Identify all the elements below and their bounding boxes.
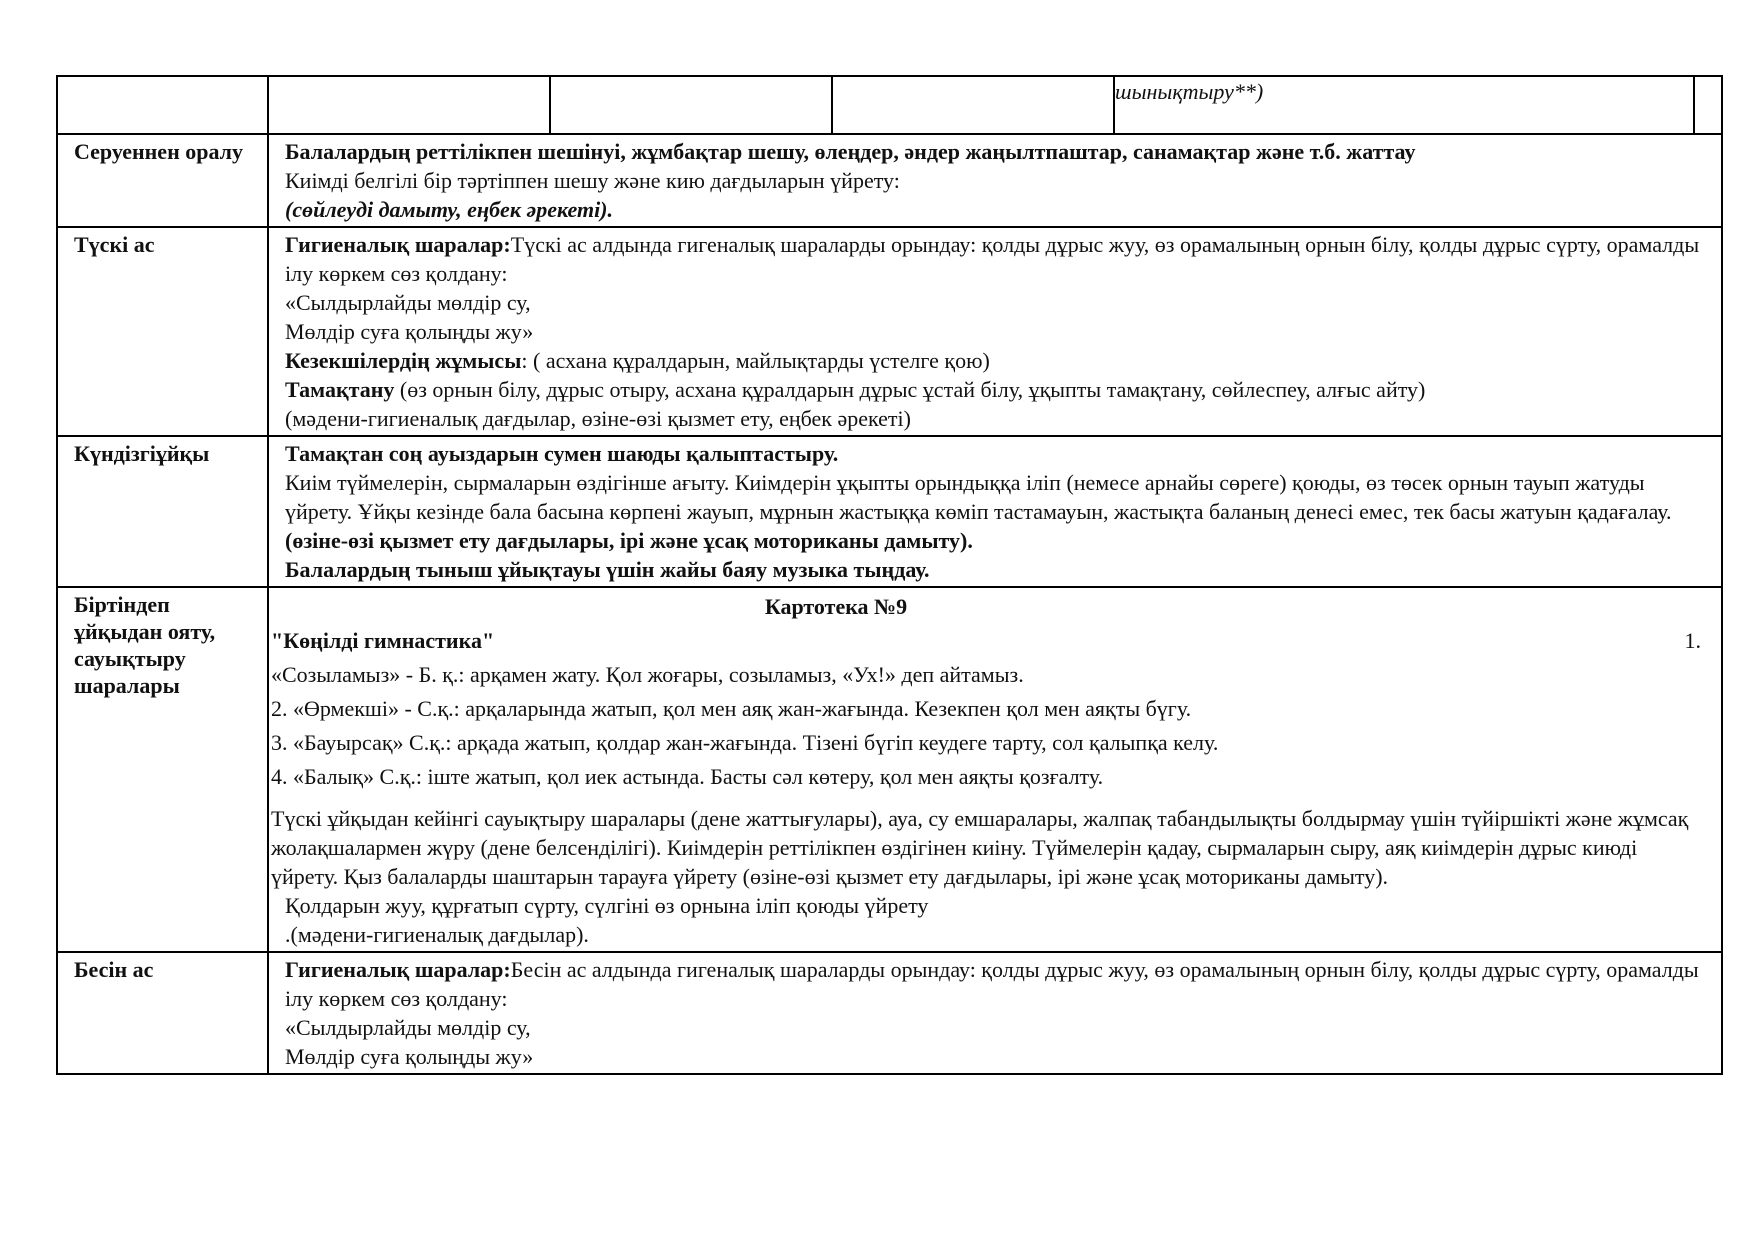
subcell-1 [269, 77, 551, 133]
row-label: Бесін ас [57, 952, 268, 1074]
row-content: Гигиеналық шаралар:Бесін ас алдында гигеналық шараларды орындау: қолды дұрыс жуу, өз орамалының орнын білу, қолды дұрыс сүрту, орамалды ілу көркем сөз қолдану: «Сылдырлайды мөлдір су, Мөлдір суға қолыңды жу» [268, 952, 1722, 1074]
table-row [57, 134, 1722, 227]
subcell-5 [1695, 77, 1721, 133]
table-row [57, 587, 1722, 952]
label-cell-empty [57, 76, 268, 134]
table-row [57, 952, 1722, 1074]
row-content: Балалардың реттілікпен шешінуі, жұмбақтар шешу, өлеңдер, әндер жаңылтпаштар, санамақтар және т.б. жаттау Киімді белгілі бір тәртіппен шешу және кию дағдыларын үйрету: (сөйлеуді дамыту, еңбек әрекеті). [268, 134, 1722, 227]
row-content: Картотека №9 "Көңілді гимнастика" 1. «Созыламыз» - Б. қ.: арқамен жату. Қол жоғары, созыламыз, «Ух!» деп айтамыз. 2. «Өрмекші» - С.қ.: арқаларында жатып, қол мен аяқ жан-жағында. Кезекпен қол мен аяқты бүгу. 3. «Бауырсақ» С.қ.: арқада жатып, қолдар жан-жағында. Тізені бүгіп кеудеге тарту, сол қалыпқа келу. 4. «Балық» С.қ.: іште жатып, қол иек астында. Басты сәл көтеру, қол мен аяқты қозғалту. Түскі ұйқыдан кейінгі сауықтыру шаралары (дене жаттығулары), ауа, су емшаралары, жалпақ табандылықты болдырмау үшін түйіршікті және жұмсақ жолақшалармен жүру (дене белсенділігі). Киімдерін реттілікпен өздігінен киіну. Түймелерін қадау, сырмаларын сыру, аяқ киімдерін дұрыс киюді үйрету. Қыз балаларды шаштарын тарауға үйрету (өзіне-өзі қызмет ету дағдылары, ірі және ұсақ моториканы дамыту). Қолдарын жуу, құрғатып сүрту, сүлгіні өз орнына іліп қоюды үйрету .(мәдени-гигиеналық дағдылар). [268, 587, 1722, 952]
subcell-4: шынықтыру**) [1115, 77, 1695, 133]
gym-title: "Көңілді гимнастика" [271, 628, 495, 653]
table-row [57, 227, 1722, 436]
row-label: Түскі ас [57, 227, 268, 436]
row-label: Біртіндеп ұйқыдан ояту, сауықтыру шаралары [57, 587, 268, 952]
content-cell-top [268, 76, 1722, 134]
table-row [57, 76, 1722, 134]
card-title: Картотека №9 [764, 594, 908, 619]
table-row [57, 436, 1722, 587]
row-label: Күндізгіұйқы [57, 436, 268, 587]
subcell-2 [551, 77, 833, 133]
row-label: Серуеннен оралу [57, 134, 268, 227]
row-content: Тамақтан соң ауыздарын сумен шаюды қалыптастыру. Киім түймелерін, сырмаларын өздігінше ағыту. Киімдерін ұқыпты орындыққа іліп (немесе арнайы сөреге) қоюды, өз төсек орнын тауып жатуды үйрету. Ұйқы кезінде бала басына көрпені жауып, мұрнын жастыққа көміп тастамауын, жастықта баланың денесі емес, тек басы жатуын қадағалау. (өзіне-өзі қызмет ету дағдылары, ірі және ұсақ моториканы дамыту). Балалардың тыныш ұйықтауы үшін жайы баяу музыка тыңдау. [268, 436, 1722, 587]
row-content: Гигиеналық шаралар:Түскі ас алдында гигеналық шараларды орындау: қолды дұрыс жуу, өз орамалының орнын білу, қолды дұрыс сүрту, орамалды ілу көркем сөз қолдану: «Сылдырлайды мөлдір су, Мөлдір суға қолыңды жу» Кезекшілердің жұмысы: ( асхана құралдарын, майлықтарды үстелге қою) Тамақтану (өз орнын білу, дұрыс отыру, асхана құралдарын дұрыс ұстай білу, ұқыпты тамақтану, сөйлеспеу, алғыс айту) (мәдени-гигиеналық дағдылар, өзіне-өзі қызмет ету, еңбек әрекеті) [268, 227, 1722, 436]
schedule-table [56, 75, 1723, 1075]
subcell-3 [833, 77, 1115, 133]
